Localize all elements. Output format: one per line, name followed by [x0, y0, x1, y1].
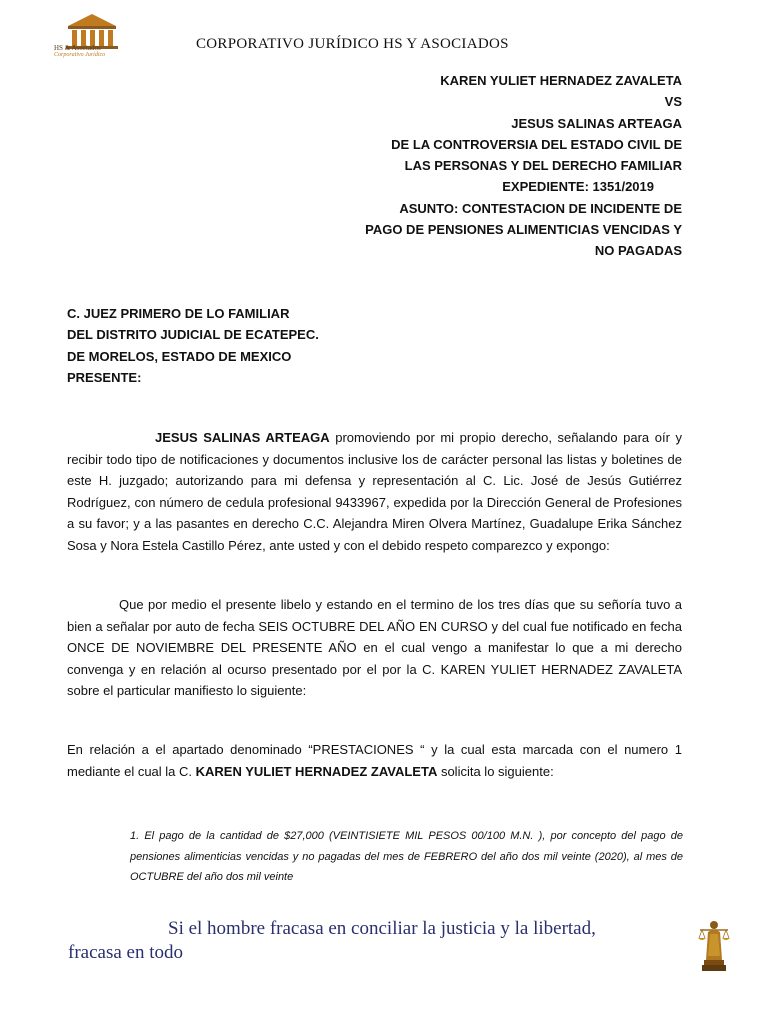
case-subject-line-1: ASUNTO: CONTESTACION DE INCIDENTE DE	[399, 200, 682, 216]
plaintiff-name: KAREN YULIET HERNADEZ ZAVALETA	[195, 763, 438, 779]
justice-statue-icon	[694, 916, 734, 974]
case-vs: VS	[664, 94, 682, 110]
intro-paragraph	[67, 427, 682, 557]
intro-text: promoviendo por mi propio derecho, señalando para oír y recibir todo tipo de notificaciones y documentos inclusive los de carácter personal las listas y boletines de este H. juzgado; autorizando para mi defensa y representación al C. Lic. José de Jesús Gutiérrez Rodríguez, con número de cedula profesional 9433967, expedida por la Dirección General de Profesiones a su favor; y a las pasantes en derecho C.C. Alejandra Miren Olvera Martínez, Guadalupe Erika Sánchez Sosa y Nora Estela Castillo Pérez, ante usted y con el debido respeto comparezco y expongo:	[67, 430, 682, 553]
prestaciones-text-pre: En relación a el apartado denominado “PRESTACIONES “ y la cual esta marcada con el numero 1 mediante el cual la C.	[67, 742, 682, 779]
addressee-block	[67, 303, 319, 388]
addressee-line: PRESENTE:	[67, 369, 142, 385]
prestaciones-paragraph	[67, 739, 682, 782]
footer-quote-line-1: Si el hombre fracasa en conciliar la justicia y la libertad,	[168, 918, 596, 939]
case-matter-line-1: DE LA CONTROVERSIA DEL ESTADO CIVIL DE	[391, 136, 682, 152]
promovente-name: JESUS SALINAS ARTEAGA	[155, 430, 330, 445]
logo-name: HS & Asociados	[54, 44, 101, 52]
statement-paragraph	[67, 594, 682, 702]
case-plaintiff: KAREN YULIET HERNADEZ ZAVALETA	[440, 73, 682, 88]
case-subject-line-2: PAGO DE PENSIONES ALIMENTICIAS VENCIDAS Y	[365, 222, 682, 238]
addressee-line: C. JUEZ PRIMERO DE LO FAMILIAR	[67, 306, 290, 321]
statement-text: Que por medio el presente libelo y estando en el termino de los tres días que su señoría tuvo a bien a señalar por auto de fecha SEIS OCTUBRE DEL AÑO EN CURSO y del cual fue notificado en fecha ONCE DE NOVIEMBRE DEL PRESENTE AÑO en el cual vengo a manifestar lo que a mi derecho convenga y en relación al ocurso presentado por el por la C. KAREN YULIET HERNADEZ ZAVALETA sobre el particular manifiesto lo siguiente:	[67, 597, 682, 699]
case-file-number: EXPEDIENTE: 1351/2019	[502, 179, 654, 195]
addressee-line: DEL DISTRITO JUDICIAL DE ECATEPEC.	[67, 327, 319, 343]
footer-quote-line-2: fracasa en todo	[68, 942, 183, 963]
case-defendant: JESUS SALINAS ARTEAGA	[511, 115, 682, 131]
footer-quote	[68, 917, 596, 965]
case-subject-line-3: NO PAGADAS	[594, 243, 682, 259]
prestaciones-text-post: solicita lo siguiente:	[437, 763, 554, 779]
case-header	[262, 70, 682, 262]
firm-title: CORPORATIVO JURÍDICO HS Y ASOCIADOS	[196, 36, 509, 52]
addressee-line: DE MORELOS, ESTADO DE MEXICO	[67, 348, 292, 364]
quoted-claim: 1. El pago de la cantidad de $27,000 (VEINTISIETE MIL PESOS 00/100 M.N. ), por concepto del pago de pensiones alimenticias vencidas y no pagadas del mes de FEBRERO del año dos mil veinte (2020), al mes de OCTUBRE del año dos mil veinte	[130, 830, 683, 883]
case-matter-line-2: LAS PERSONAS Y DEL DERECHO FAMILIAR	[404, 158, 682, 174]
logo-subtitle: Corporativo Jurídico	[54, 52, 106, 58]
